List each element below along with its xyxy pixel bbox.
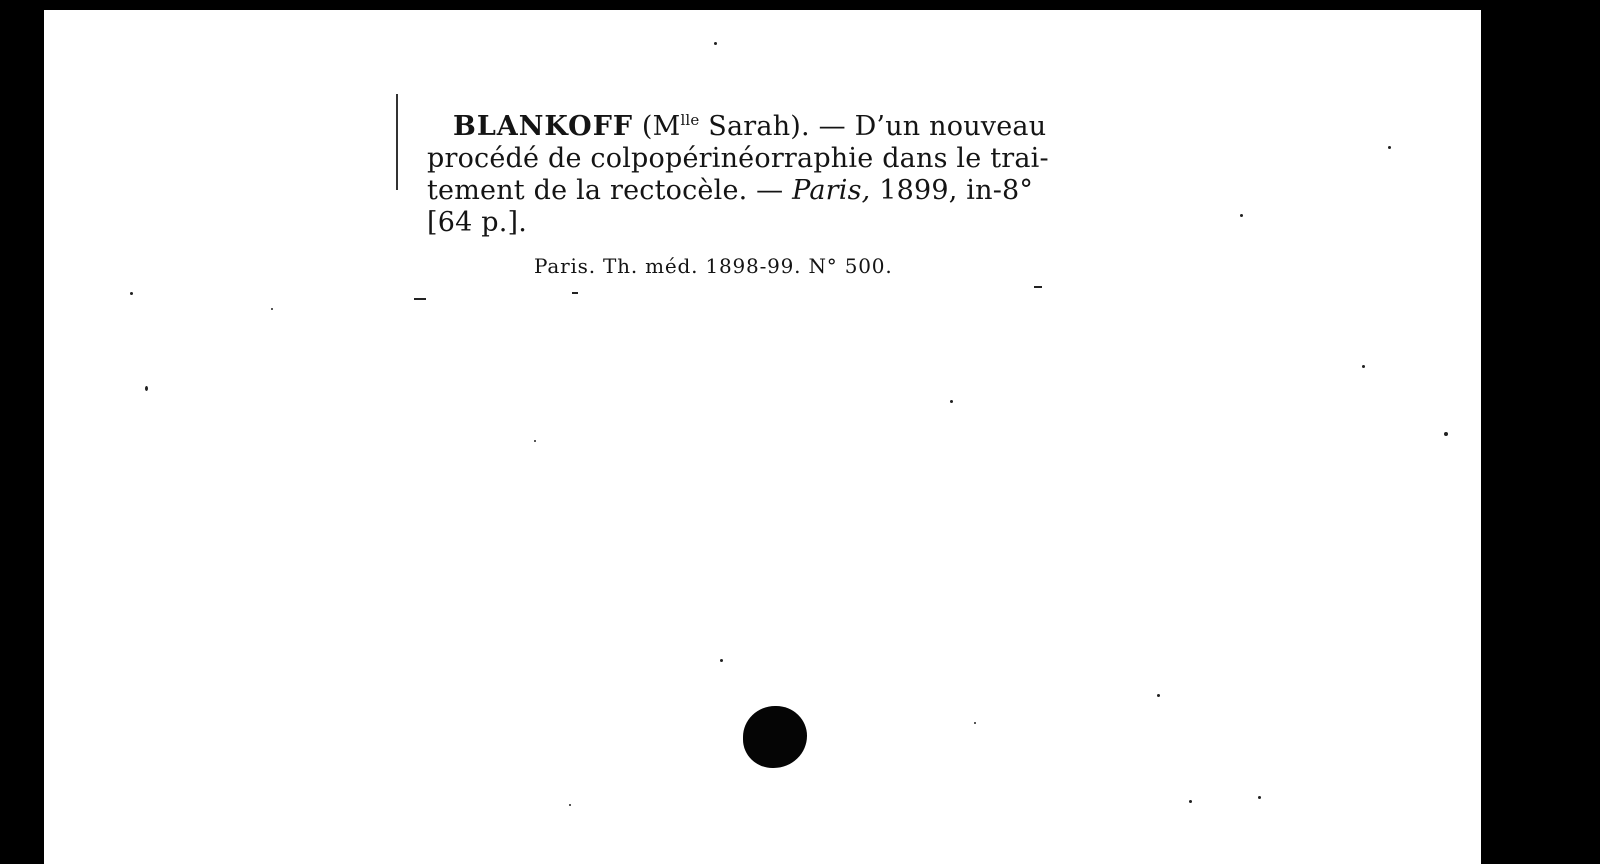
dust-speck [720, 659, 723, 662]
dust-speck [1388, 146, 1391, 149]
dust-speck [1258, 796, 1261, 799]
place-of-publication: Paris, [792, 175, 871, 206]
dust-speck [271, 308, 273, 310]
dust-speck [534, 440, 536, 442]
entry-line-2: procédé de colpopérinéorraphie dans le trai- [427, 143, 1049, 174]
dust-speck [569, 804, 571, 806]
author-name: BLANKOFF [453, 111, 634, 142]
dust-speck [1240, 214, 1243, 217]
entry-line-1 [427, 104, 1067, 143]
title-end: tement de la rectocèle. — [427, 175, 793, 206]
entry-line-4: [64 p.]. [427, 207, 528, 238]
entry-line-3 [427, 175, 1067, 207]
dust-speck [145, 386, 148, 391]
dust-speck [1362, 365, 1365, 368]
title-start: Sarah). — D’un nouveau [699, 111, 1047, 142]
dust-speck [1157, 694, 1160, 697]
catalog-card [44, 10, 1481, 864]
dust-speck [950, 400, 953, 403]
year-format: 1899, in-8° [870, 175, 1034, 206]
dust-speck [130, 292, 133, 295]
margin-rule [396, 94, 398, 190]
ink-blot [743, 706, 807, 768]
thesis-note: Paris. Th. méd. 1898-99. N° 500. [534, 254, 893, 278]
dust-speck [974, 722, 976, 724]
dust-speck [1034, 286, 1042, 288]
honorific-superscript: lle [680, 111, 700, 129]
honorific-open: (M [641, 111, 681, 142]
bibliographic-entry [427, 104, 1067, 239]
dust-speck [572, 292, 578, 294]
dust-speck [1189, 800, 1192, 803]
dust-speck [714, 42, 717, 45]
dust-speck [1444, 432, 1448, 436]
dust-speck [414, 298, 426, 300]
